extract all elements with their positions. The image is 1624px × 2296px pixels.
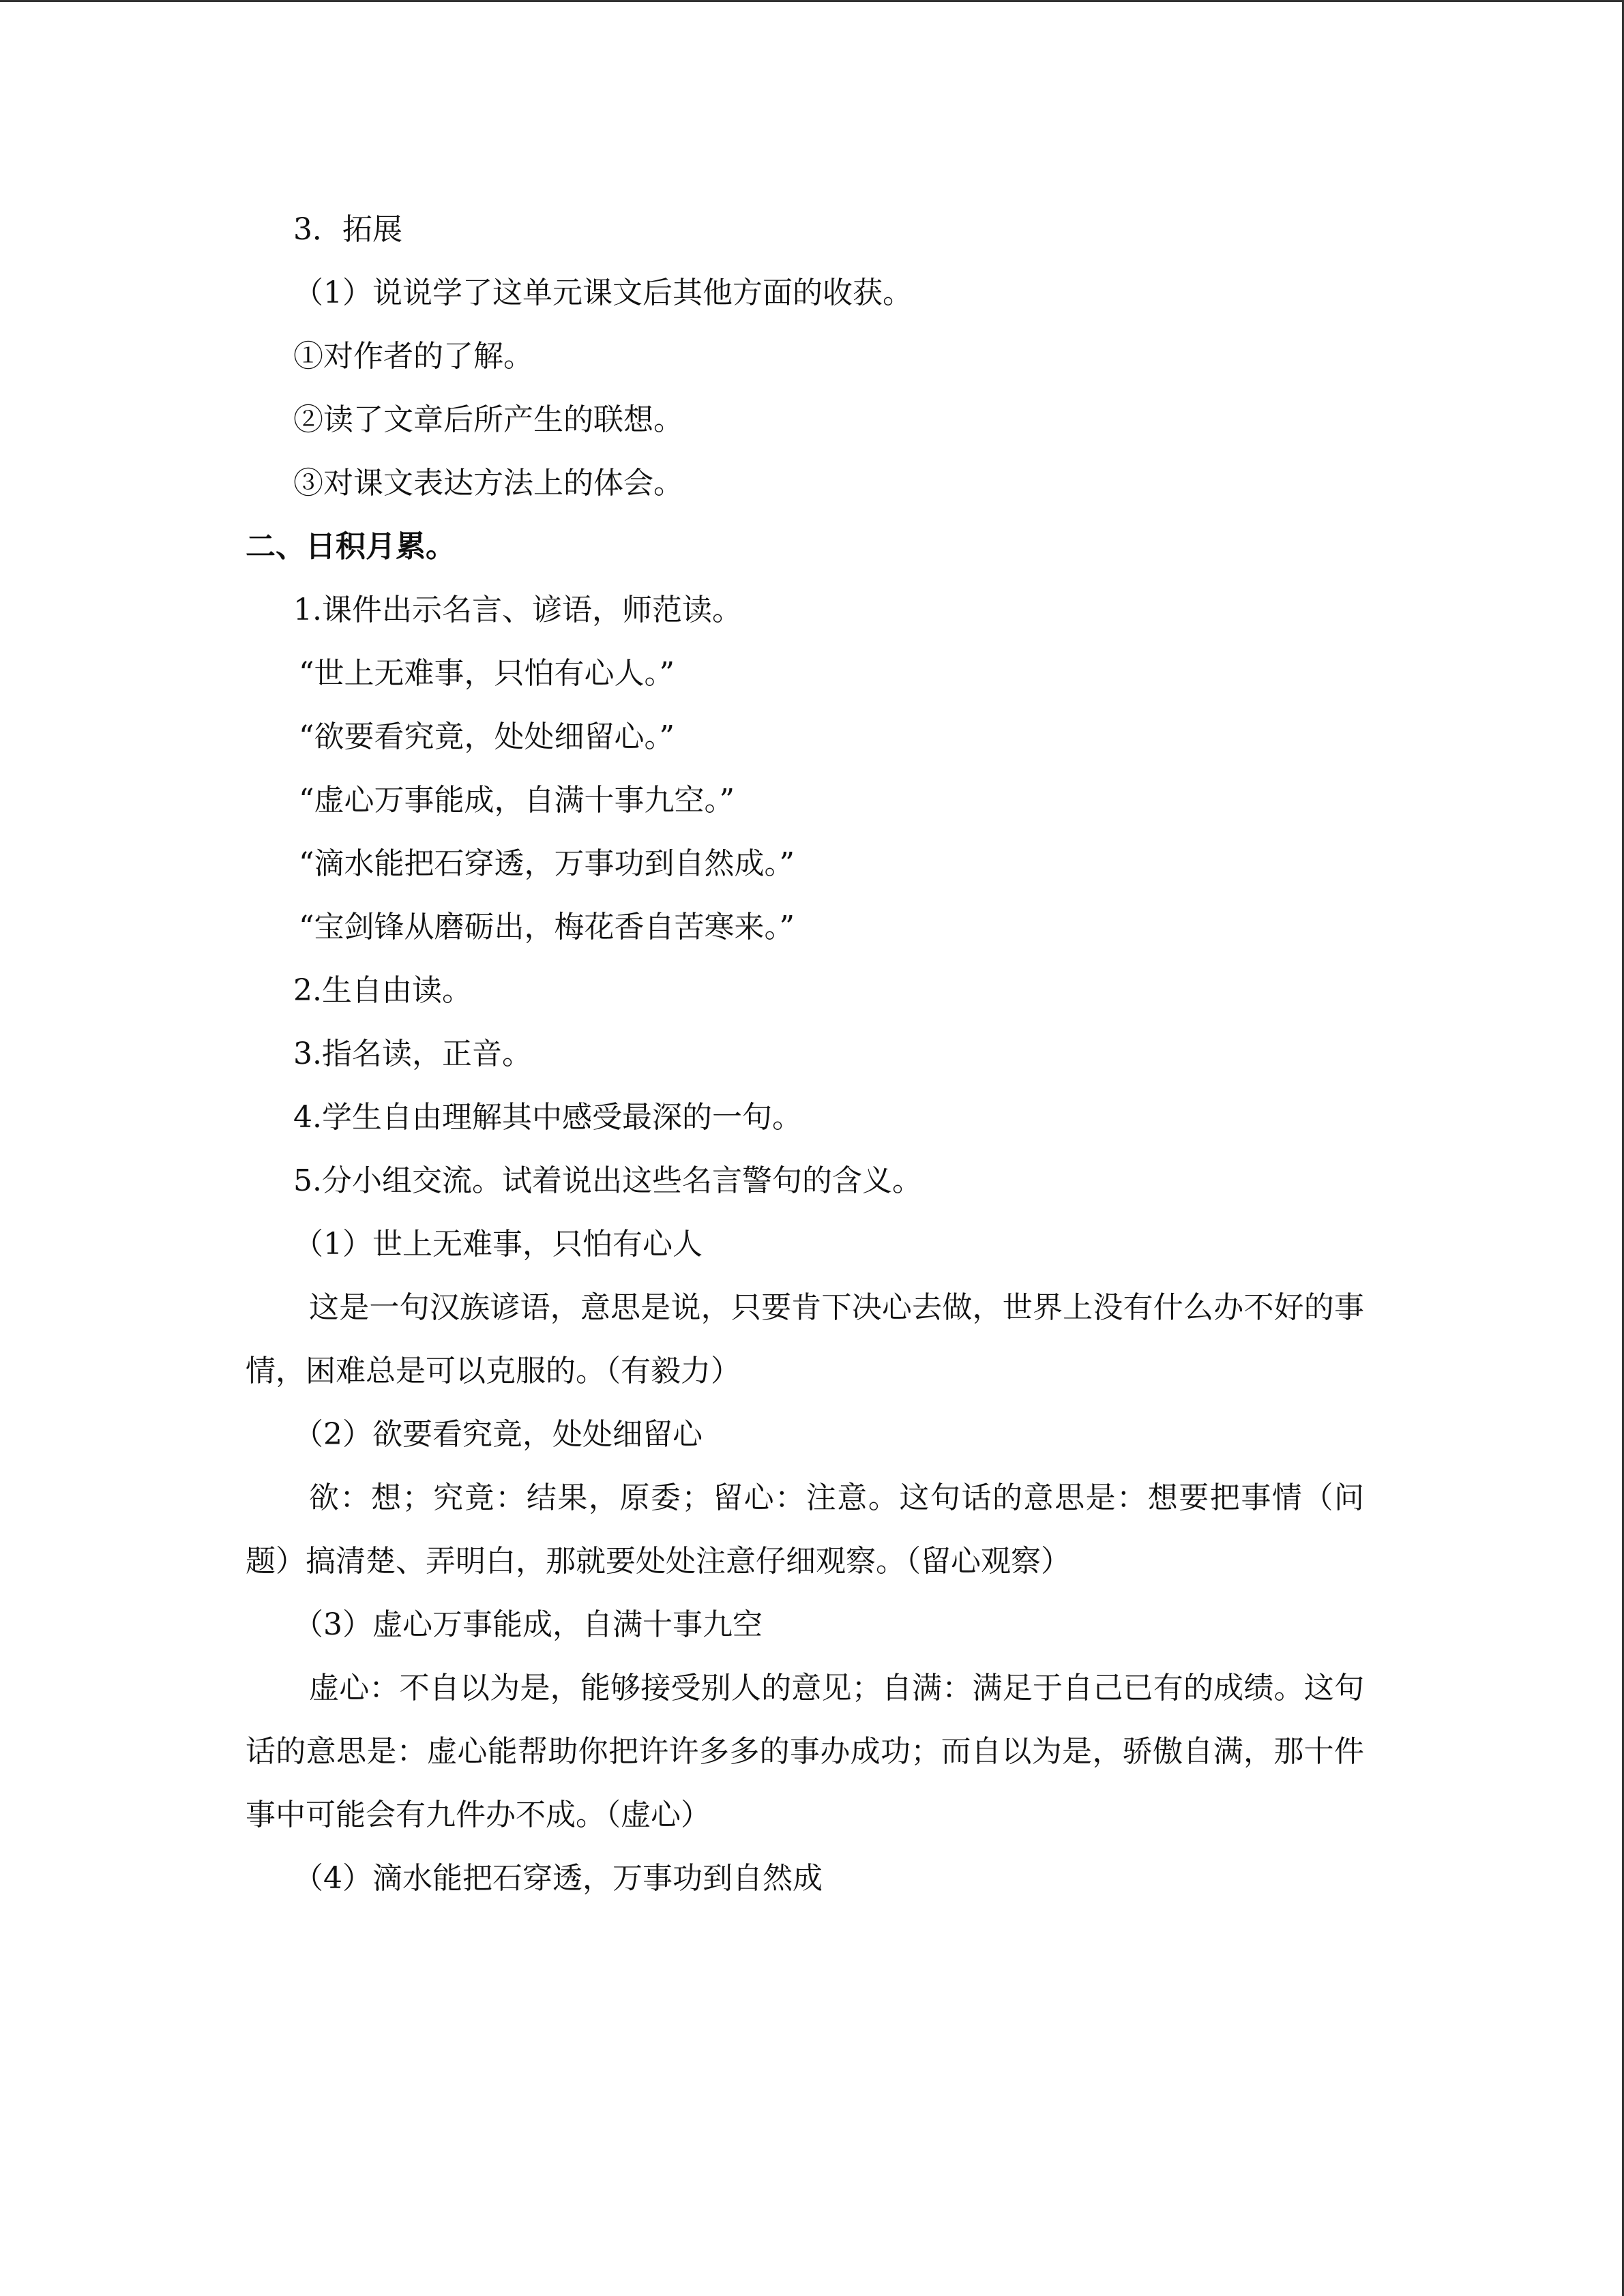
quote-line: “宝剑锋从磨砺出，梅花香自苦寒来。” (299, 910, 795, 944)
extension-subitem: ①对作者的了解。 (293, 339, 533, 374)
extension-item: （1）说说学了这单元课文后其他方面的收获。 (293, 275, 913, 310)
step-item: 3.指名读，正音。 (293, 1037, 532, 1071)
quote-line: “滴水能把石穿透，万事功到自然成。” (299, 846, 795, 881)
explanation-heading: （3）虚心万事能成，自满十事九空 (293, 1607, 763, 1642)
step-item: 1.课件出示名言、谚语，师范读。 (293, 593, 742, 627)
step-item: 4.学生自由理解其中感受最深的一句。 (293, 1100, 802, 1135)
extension-subitem: ③对课文表达方法上的体会。 (293, 466, 683, 501)
explanation-text: 这是一句汉族谚语，意思是说，只要肯下决心去做，世界上没有什么办不好的事情，困难总是可以克服的。（有毅力） (246, 1290, 1364, 1388)
document-page (246, 198, 1364, 1910)
part-heading: 二、日积月累。 (246, 529, 456, 564)
quote-line: “虚心万事能成，自满十事九空。” (299, 783, 735, 818)
explanation-text: 虚心：不自以为是，能够接受别人的意见；自满：满足于自己已有的成绩。这句话的意思是：虚心能帮助你把许许多多的事办成功；而自以为是，骄傲自满，那十件事中可能会有九件办不成。（虚心） (246, 1671, 1364, 1832)
explanation-heading: （2）欲要看究竟，处处细留心 (293, 1417, 703, 1452)
explanation-heading: （4）滴水能把石穿透，万事功到自然成 (293, 1861, 823, 1896)
explanation-text: 欲：想；究竟：结果，原委；留心：注意。这句话的意思是：想要把事情（问题）搞清楚、弄明白，那就要处处注意仔细观察。（留心观察） (246, 1480, 1364, 1579)
explanation-heading: （1）世上无难事，只怕有心人 (293, 1227, 703, 1262)
quote-line: “欲要看究竟，处处细留心。” (299, 719, 675, 754)
step-item: 5.分小组交流。试着说出这些名言警句的含义。 (293, 1163, 922, 1198)
section-heading: 3．拓展 (293, 212, 402, 247)
extension-subitem: ②读了文章后所产生的联想。 (293, 402, 683, 437)
step-item: 2.生自由读。 (293, 973, 472, 1008)
page-top-border (0, 0, 1624, 2)
quote-line: “世上无难事，只怕有心人。” (299, 656, 675, 691)
